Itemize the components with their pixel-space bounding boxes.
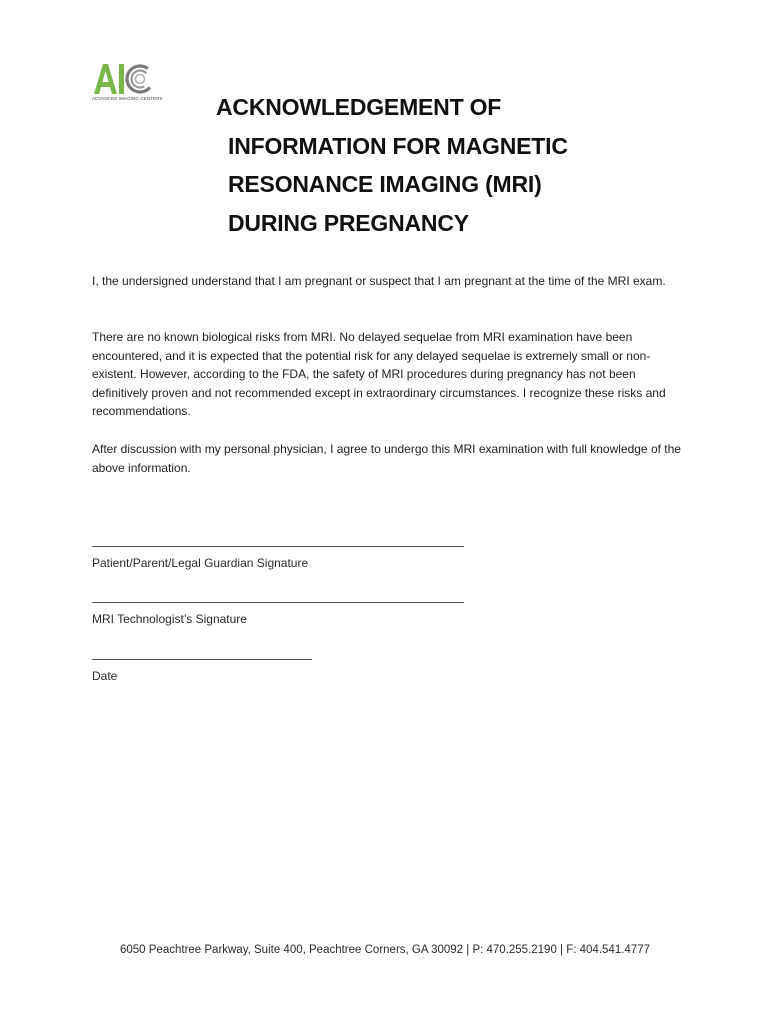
aic-logo-mark (92, 60, 156, 96)
paragraph-consent: After discussion with my personal physician, I agree to undergo this MRI examination with full knowledge of the above information. (92, 442, 681, 475)
date-block (92, 659, 312, 684)
title-line-2: INFORMATION FOR MAGNETIC (228, 132, 568, 159)
technologist-signature-label: MRI Technologist’s Signature (92, 612, 247, 626)
title-line-4: DURING PREGNANCY (228, 209, 469, 236)
title-line-1: ACKNOWLEDGEMENT OF (216, 94, 502, 120)
aic-logo (92, 60, 163, 104)
title-line-3: RESONANCE IMAGING (MRI) (228, 171, 542, 197)
logo-subtitle: ADVANCED IMAGING CENTERS (92, 96, 163, 101)
date-label: Date (92, 669, 118, 683)
technologist-signature-line[interactable] (92, 602, 464, 603)
patient-signature-line[interactable] (92, 546, 464, 547)
paragraph-acknowledgement: I, the undersigned understand that I am pregnant or suspect that I am pregnant at the time of the MRI exam. (92, 274, 666, 288)
patient-signature-block (92, 546, 464, 571)
footer-contact: 6050 Peachtree Parkway, Suite 400, Peachtree Corners, GA 30092 | P: 470.255.2190 | F: 404.541.4777 (119, 944, 650, 956)
date-line[interactable] (92, 659, 312, 660)
paragraph-risks: There are no known biological risks from MRI. No delayed sequelae from MRI examination have been encountered, and it is expected that the potential risk for any delayed sequelae is extremely small or non-existent. However, according to the FDA, the safety of MRI procedures during pregnancy has not been definitively proven and not recommended except in extraordinary circumstances. I recognize these risks and recommendations. (92, 330, 666, 419)
document-title (216, 88, 676, 242)
technologist-signature-block (92, 602, 464, 627)
patient-signature-label: Patient/Parent/Legal Guardian Signature (92, 556, 309, 570)
